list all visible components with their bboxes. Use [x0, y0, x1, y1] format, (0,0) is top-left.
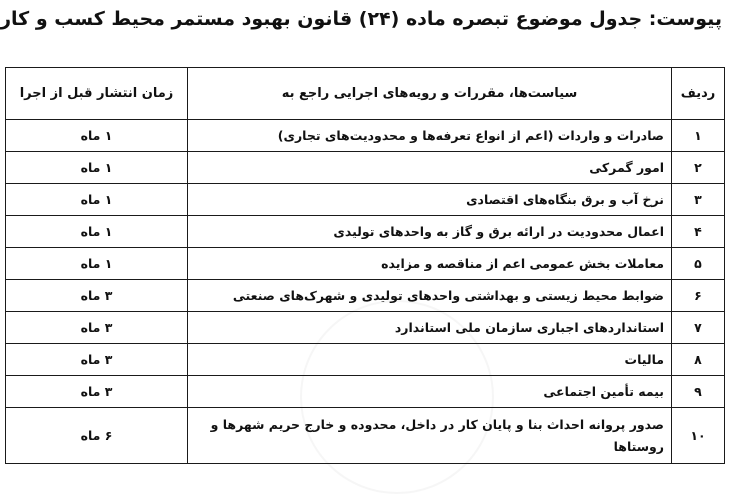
row-number: ۴	[672, 216, 725, 248]
row-number: ۳	[672, 184, 725, 216]
row-number: ۷	[672, 312, 725, 344]
table-row	[6, 216, 725, 248]
table-row	[6, 312, 725, 344]
row-number: ۱	[672, 120, 725, 152]
row-publish-time: ۳ ماه	[6, 280, 188, 312]
row-publish-time: ۱ ماه	[6, 152, 188, 184]
row-policy: صادرات و واردات (اعم از انواع تعرفه‌ها و محدودیت‌های تجاری)	[188, 120, 672, 152]
header-row-number: ردیف	[672, 68, 725, 120]
table-row	[6, 280, 725, 312]
row-number: ۱۰	[672, 408, 725, 464]
row-number: ۵	[672, 248, 725, 280]
table-row	[6, 344, 725, 376]
table-row	[6, 248, 725, 280]
table-row	[6, 152, 725, 184]
row-publish-time: ۱ ماه	[6, 120, 188, 152]
page-title: پیوست: جدول موضوع تبصره ماده (۲۴) قانون بهبود مستمر محیط کسب و کار	[0, 8, 722, 30]
row-publish-time: ۳ ماه	[6, 376, 188, 408]
row-policy: مالیات	[188, 344, 672, 376]
table-row	[6, 408, 725, 464]
row-publish-time: ۶ ماه	[6, 408, 188, 464]
table-row	[6, 376, 725, 408]
table-row	[6, 120, 725, 152]
row-publish-time: ۱ ماه	[6, 248, 188, 280]
row-number: ۸	[672, 344, 725, 376]
table-row	[6, 184, 725, 216]
row-policy: ضوابط محیط زیستی و بهداشتی واحدهای تولیدی و شهرک‌های صنعتی	[188, 280, 672, 312]
row-policy: استانداردهای اجباری سازمان ملی استاندارد	[188, 312, 672, 344]
row-publish-time: ۳ ماه	[6, 344, 188, 376]
header-publish-time: زمان انتشار قبل از اجرا	[6, 68, 188, 120]
header-policy: سیاست‌ها، مقررات و رویه‌های اجرایی راجع به	[188, 68, 672, 120]
row-policy: امور گمرکی	[188, 152, 672, 184]
row-number: ۲	[672, 152, 725, 184]
row-number: ۶	[672, 280, 725, 312]
row-policy: معاملات بخش عمومی اعم از مناقصه و مزایده	[188, 248, 672, 280]
row-policy: اعمال محدودیت در ارائه برق و گاز به واحدهای تولیدی	[188, 216, 672, 248]
row-publish-time: ۳ ماه	[6, 312, 188, 344]
row-policy: صدور پروانه احداث بنا و پایان کار در داخل، محدوده و خارج حریم شهرها و روستاها	[188, 408, 672, 464]
row-publish-time: ۱ ماه	[6, 184, 188, 216]
row-number: ۹	[672, 376, 725, 408]
schedule-table	[5, 67, 725, 464]
row-policy: بیمه تأمین اجتماعی	[188, 376, 672, 408]
row-policy: نرخ آب و برق بنگاه‌های اقتصادی	[188, 184, 672, 216]
table-header-row	[6, 68, 725, 120]
row-publish-time: ۱ ماه	[6, 216, 188, 248]
